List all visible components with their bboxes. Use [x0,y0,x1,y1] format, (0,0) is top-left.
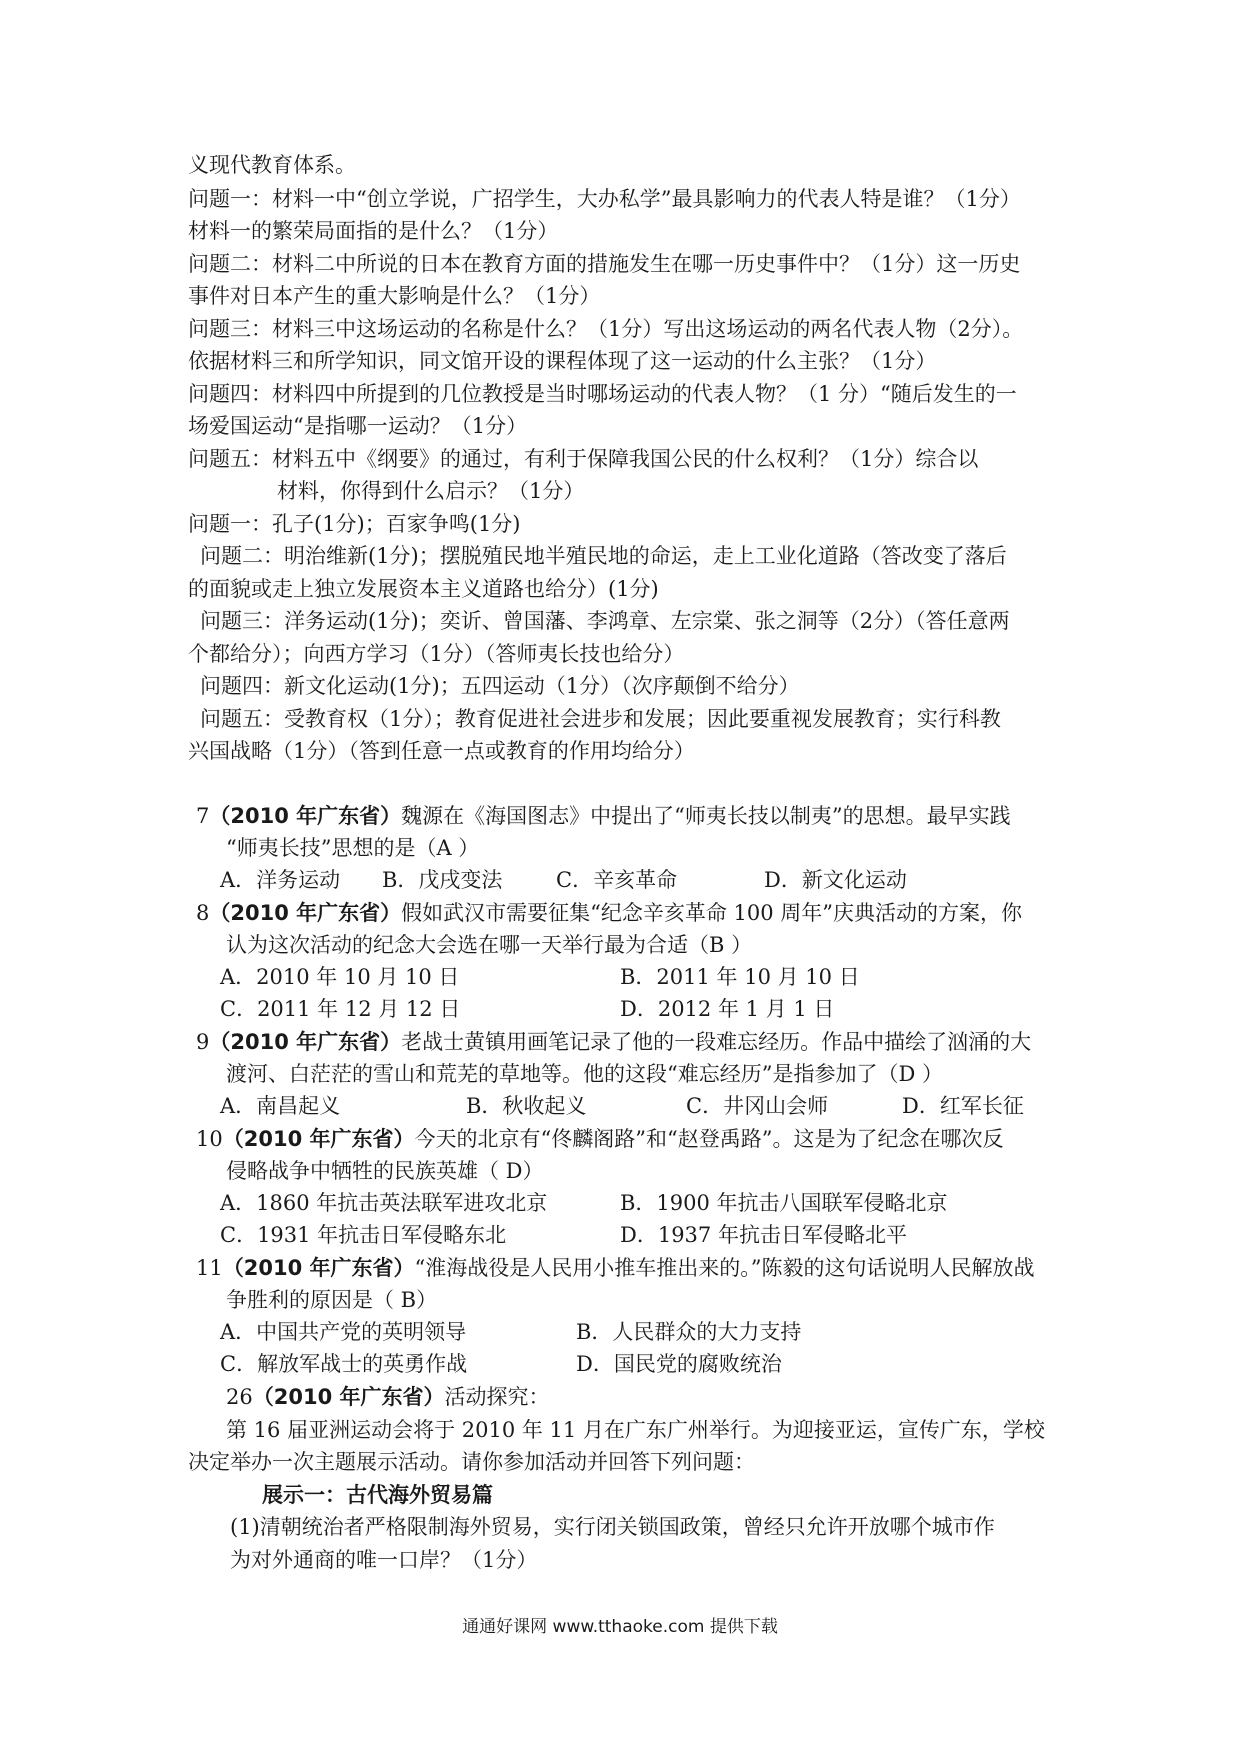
question-line: 依据材料三和所学知识，同文馆开设的课程体现了这一运动的什么主张？（1分） [188,349,937,373]
question-text: 假如武汉市需要征集“纪念辛亥革命 100 周年”庆典活动的方案，你 [401,901,1023,925]
option-b: B．秋收起义 [466,1094,587,1118]
option-b: B．2011 年 10 月 10 日 [620,965,860,989]
question-26-intro: 第 16 届亚洲运动会将于 2010 年 11 月在广东广州举行。为迎接亚运，宣传广东，学校 [226,1418,1045,1442]
question-number: 10 [196,1127,223,1151]
question-8-line-1 [196,903,1022,924]
question-9-line-2: 渡河、白茫茫的雪山和荒芜的草地等。他的这段“难忘经历”是指参加了（D ） [226,1062,943,1086]
question-number: 26 [226,1385,253,1409]
sub-question-line: 为对外通商的唯一口岸？（1分） [230,1548,538,1572]
option-a: A．中国共产党的英明领导 [220,1320,467,1344]
option-b: B．人民群众的大力支持 [576,1320,802,1344]
question-line: 问题一：材料一中“创立学说，广招学生，大办私学”最具影响力的代表人特是谁？（1分） [188,187,1021,211]
question-11-line-2: 争胜利的原因是（ B） [226,1288,438,1312]
option-c: C．2011 年 12 月 12 日 [220,997,461,1021]
question-11-line-1 [196,1258,1034,1279]
answer-line: 个都给分）；向西方学习（1分）（答师夷长技也给分） [188,642,685,666]
option-a: A．1860 年抗击英法联军进攻北京 [220,1191,548,1215]
question-number: 11 [196,1256,223,1280]
section-heading: 展示一：古代海外贸易篇 [262,1483,493,1507]
option-a: A．南昌起义 [220,1094,341,1118]
question-line: 材料一的繁荣局面指的是什么？（1分） [188,219,559,243]
question-line: 问题四：材料四中所提到的几位教授是当时哪场运动的代表人物？（1 分）“随后发生的一 [188,382,1017,406]
question-source: （2010 年广东省） [209,901,402,925]
question-source: （2010 年广东省） [209,1030,402,1054]
answer-line: 问题四：新文化运动(1分)；五四运动（1分）（次序颠倒不给分） [200,674,800,698]
question-text: “淮海战役是人民用小推车推出来的。”陈毅的这句话说明人民解放战 [414,1256,1035,1280]
answer-line: 兴国战略（1分）（答到任意一点或教育的作用均给分） [188,739,695,763]
option-c: C．解放军战士的英勇作战 [220,1352,468,1376]
option-d: D．红军长征 [902,1094,1024,1118]
question-26-header [226,1387,550,1408]
question-10-line-2: 侵略战争中牺牲的民族英雄（ D） [226,1159,544,1183]
question-source: （2010 年广东省） [209,804,402,828]
answer-line: 问题一：孔子(1分)；百家争鸣(1分) [188,512,521,536]
question-text: 老战士黄镇用画笔记录了他的一段难忘经历。作品中描绘了汹涌的大 [401,1030,1032,1054]
question-text: 今天的北京有“佟麟阁路”和“赵登禹路”。这是为了纪念在哪次反 [414,1127,1004,1151]
option-d: D．国民党的腐败统治 [576,1352,782,1376]
answer-line: 问题五：受教育权（1分）；教育促进社会进步和发展；因此要重视发展教育；实行科教 [200,707,1001,731]
sub-question-line: (1)清朝统治者严格限制海外贸易，实行闭关锁国政策，曾经只允许开放哪个城市作 [230,1515,995,1539]
option-d: D．新文化运动 [764,868,907,892]
option-d: D．2012 年 1 月 1 日 [620,997,835,1021]
option-c: C．1931 年抗击日军侵略东北 [220,1223,507,1247]
question-line: 材料，你得到什么启示？（1分） [277,479,585,503]
question-source: （2010 年广东省） [252,1385,445,1409]
option-a: A．2010 年 10 月 10 日 [220,965,460,989]
continuation-line: 义现代教育体系。 [188,153,356,177]
option-b: B．1900 年抗击八国联军侵略北京 [620,1191,948,1215]
question-7-line-1 [196,806,1011,827]
question-text: 魏源在《海国图志》中提出了“师夷长技以制夷”的思想。最早实践 [401,804,1011,828]
question-line: 事件对日本产生的重大影响是什么？（1分） [188,284,601,308]
option-a: A．洋务运动 [220,868,341,892]
question-line: 问题二：材料二中所说的日本在教育方面的措施发生在哪一历史事件中？（1分）这一历史 [188,252,1021,276]
question-number: 7 [196,804,210,828]
question-source: （2010 年广东省） [222,1256,415,1280]
option-c: C．井冈山会师 [686,1094,829,1118]
question-8-line-2: 认为这次活动的纪念大会选在哪一天举行最为合适（B ） [226,933,753,957]
question-7-line-2: “师夷长技”思想的是（A ） [226,836,480,860]
question-line: 问题三：材料三中这场运动的名称是什么？（1分）写出这场运动的两名代表人物（2分）。 [188,317,1024,341]
option-d: D．1937 年抗击日军侵略北平 [620,1223,907,1247]
option-c: C．辛亥革命 [556,868,678,892]
question-title: 活动探究： [444,1385,550,1409]
page-footer: 通通好课网 www.tthaoke.com 提供下载 [462,1617,778,1637]
question-source: （2010 年广东省） [222,1127,415,1151]
answer-line: 问题二：明治维新(1分)；摆脱殖民地半殖民地的命运，走上工业化道路（答改变了落后 [200,544,1007,568]
question-10-line-1 [196,1129,1003,1150]
option-b: B．戊戌变法 [382,868,503,892]
question-line: 场爱国运动“是指哪一运动？（1分） [188,414,528,438]
question-number: 8 [196,901,210,925]
question-number: 9 [196,1030,210,1054]
question-26-intro: 决定举办一次主题展示活动。请你参加活动并回答下列问题： [188,1450,755,1474]
answer-line: 的面貌或走上独立发展资本主义道路也给分）(1分) [188,577,659,601]
answer-line: 问题三：洋务运动(1分)；奕䜣、曾国藩、李鸿章、左宗棠、张之洞等（2分）（答任意两 [200,609,1010,633]
question-9-line-1 [196,1032,1031,1053]
question-line: 问题五：材料五中《纲要》的通过，有利于保障我国公民的什么权利？（1分）综合以 [188,447,979,471]
